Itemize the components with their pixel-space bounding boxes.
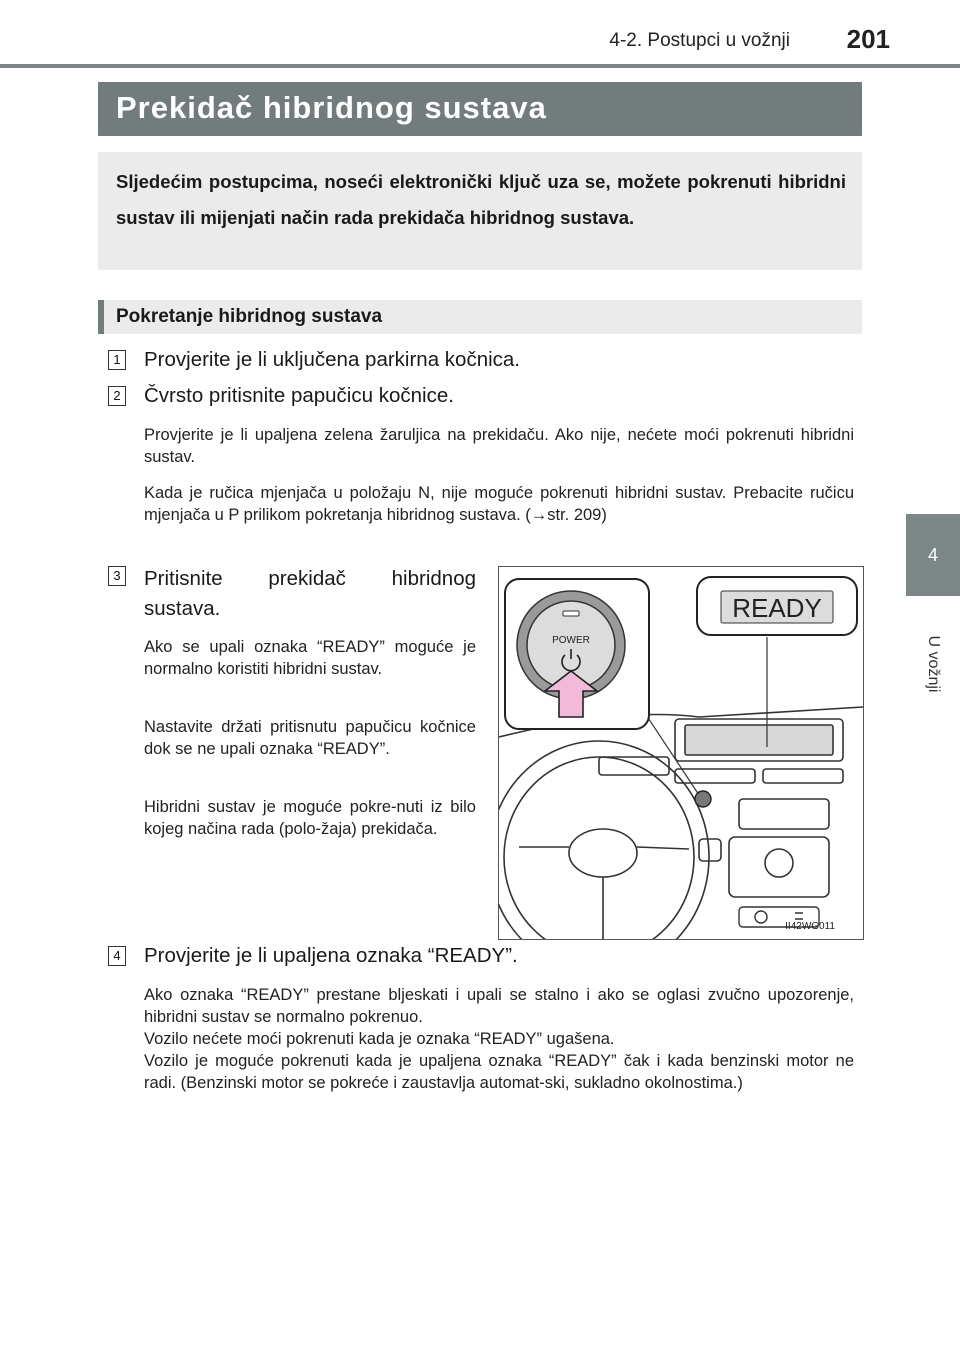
- step-1-text: Provjerite je li uključena parkirna kočnica.: [144, 348, 521, 371]
- chapter-label-container: [906, 604, 960, 724]
- step-number-3: 3: [108, 566, 126, 586]
- power-button-label: POWER: [552, 635, 590, 646]
- dashboard-figure: [498, 566, 864, 940]
- page-number: 201: [846, 24, 890, 54]
- step-4-text: Provjerite je li upaljena oznaka “READY”.: [144, 944, 518, 967]
- section-title: 4-2. Postupci u vožnji: [609, 30, 790, 51]
- page-title: Prekidač hibridnog sustava: [116, 90, 547, 125]
- chapter-tab: 4: [906, 514, 960, 596]
- step-4-note-3: Vozilo je moguće pokrenuti kada je upaljena oznaka “READY” čak i kada benzinski motor ne radi. (Benzinski motor se pokreće i zaustavlja automat-ski, sukladno okolnostima.): [144, 1052, 854, 1092]
- chapter-label: U vožnji: [925, 635, 942, 693]
- step-number-1: 1: [108, 350, 126, 370]
- subheading: Pokretanje hibridnog sustava: [116, 306, 383, 327]
- header-rule: [0, 64, 960, 68]
- step-number-2: 2: [108, 386, 126, 406]
- step-3-text: Pritisnite prekidač hibridnog sustava.: [144, 567, 476, 620]
- step-4-note-2: Vozilo nećete moći pokrenuti kada je oznaka “READY” ugašena.: [144, 1030, 615, 1048]
- ready-indicator: READY: [732, 593, 822, 623]
- step-3-note-3: Hibridni sustav je moguće pokre-nuti iz bilo kojeg načina rada (polo-žaja) prekidača.: [144, 798, 476, 838]
- step-2-note-2: Kada je ručica mjenjača u položaju N, nije moguće pokrenuti hibridni sustav. Prebacite ručicu mjenjača u P prilikom pokretanja hibridnog sustava. (→str. 209): [144, 484, 854, 524]
- step-2-text: Čvrsto pritisnite papučicu kočnice.: [144, 384, 454, 407]
- step-4-note-1: Ako oznaka “READY” prestane bljeskati i upali se stalno i ako se oglasi zvučno upozorenje, hibridni sustav se normalno pokrenuo.: [144, 986, 854, 1026]
- subheading-accent: [98, 300, 104, 334]
- dashboard-illustration: [499, 567, 863, 939]
- intro-text: Sljedećim postupcima, noseći elektronički ključ uza se, možete pokrenuti hibridni sustav ili mijenjati način rada prekidača hibridnog sustava.: [116, 171, 846, 228]
- figure-code: II42WG011: [785, 921, 835, 932]
- step-3-note-1: Ako se upali oznaka “READY” moguće je normalno koristiti hibridni sustav.: [144, 638, 476, 678]
- step-3-note-2: Nastavite držati pritisnutu papučicu kočnice dok se ne upali oznaka “READY”.: [144, 718, 476, 758]
- step-number-4: 4: [108, 946, 126, 966]
- step-2-note-1: Provjerite je li upaljena zelena žaruljica na prekidaču. Ako nije, nećete moći pokrenuti hibridni sustav.: [144, 426, 854, 466]
